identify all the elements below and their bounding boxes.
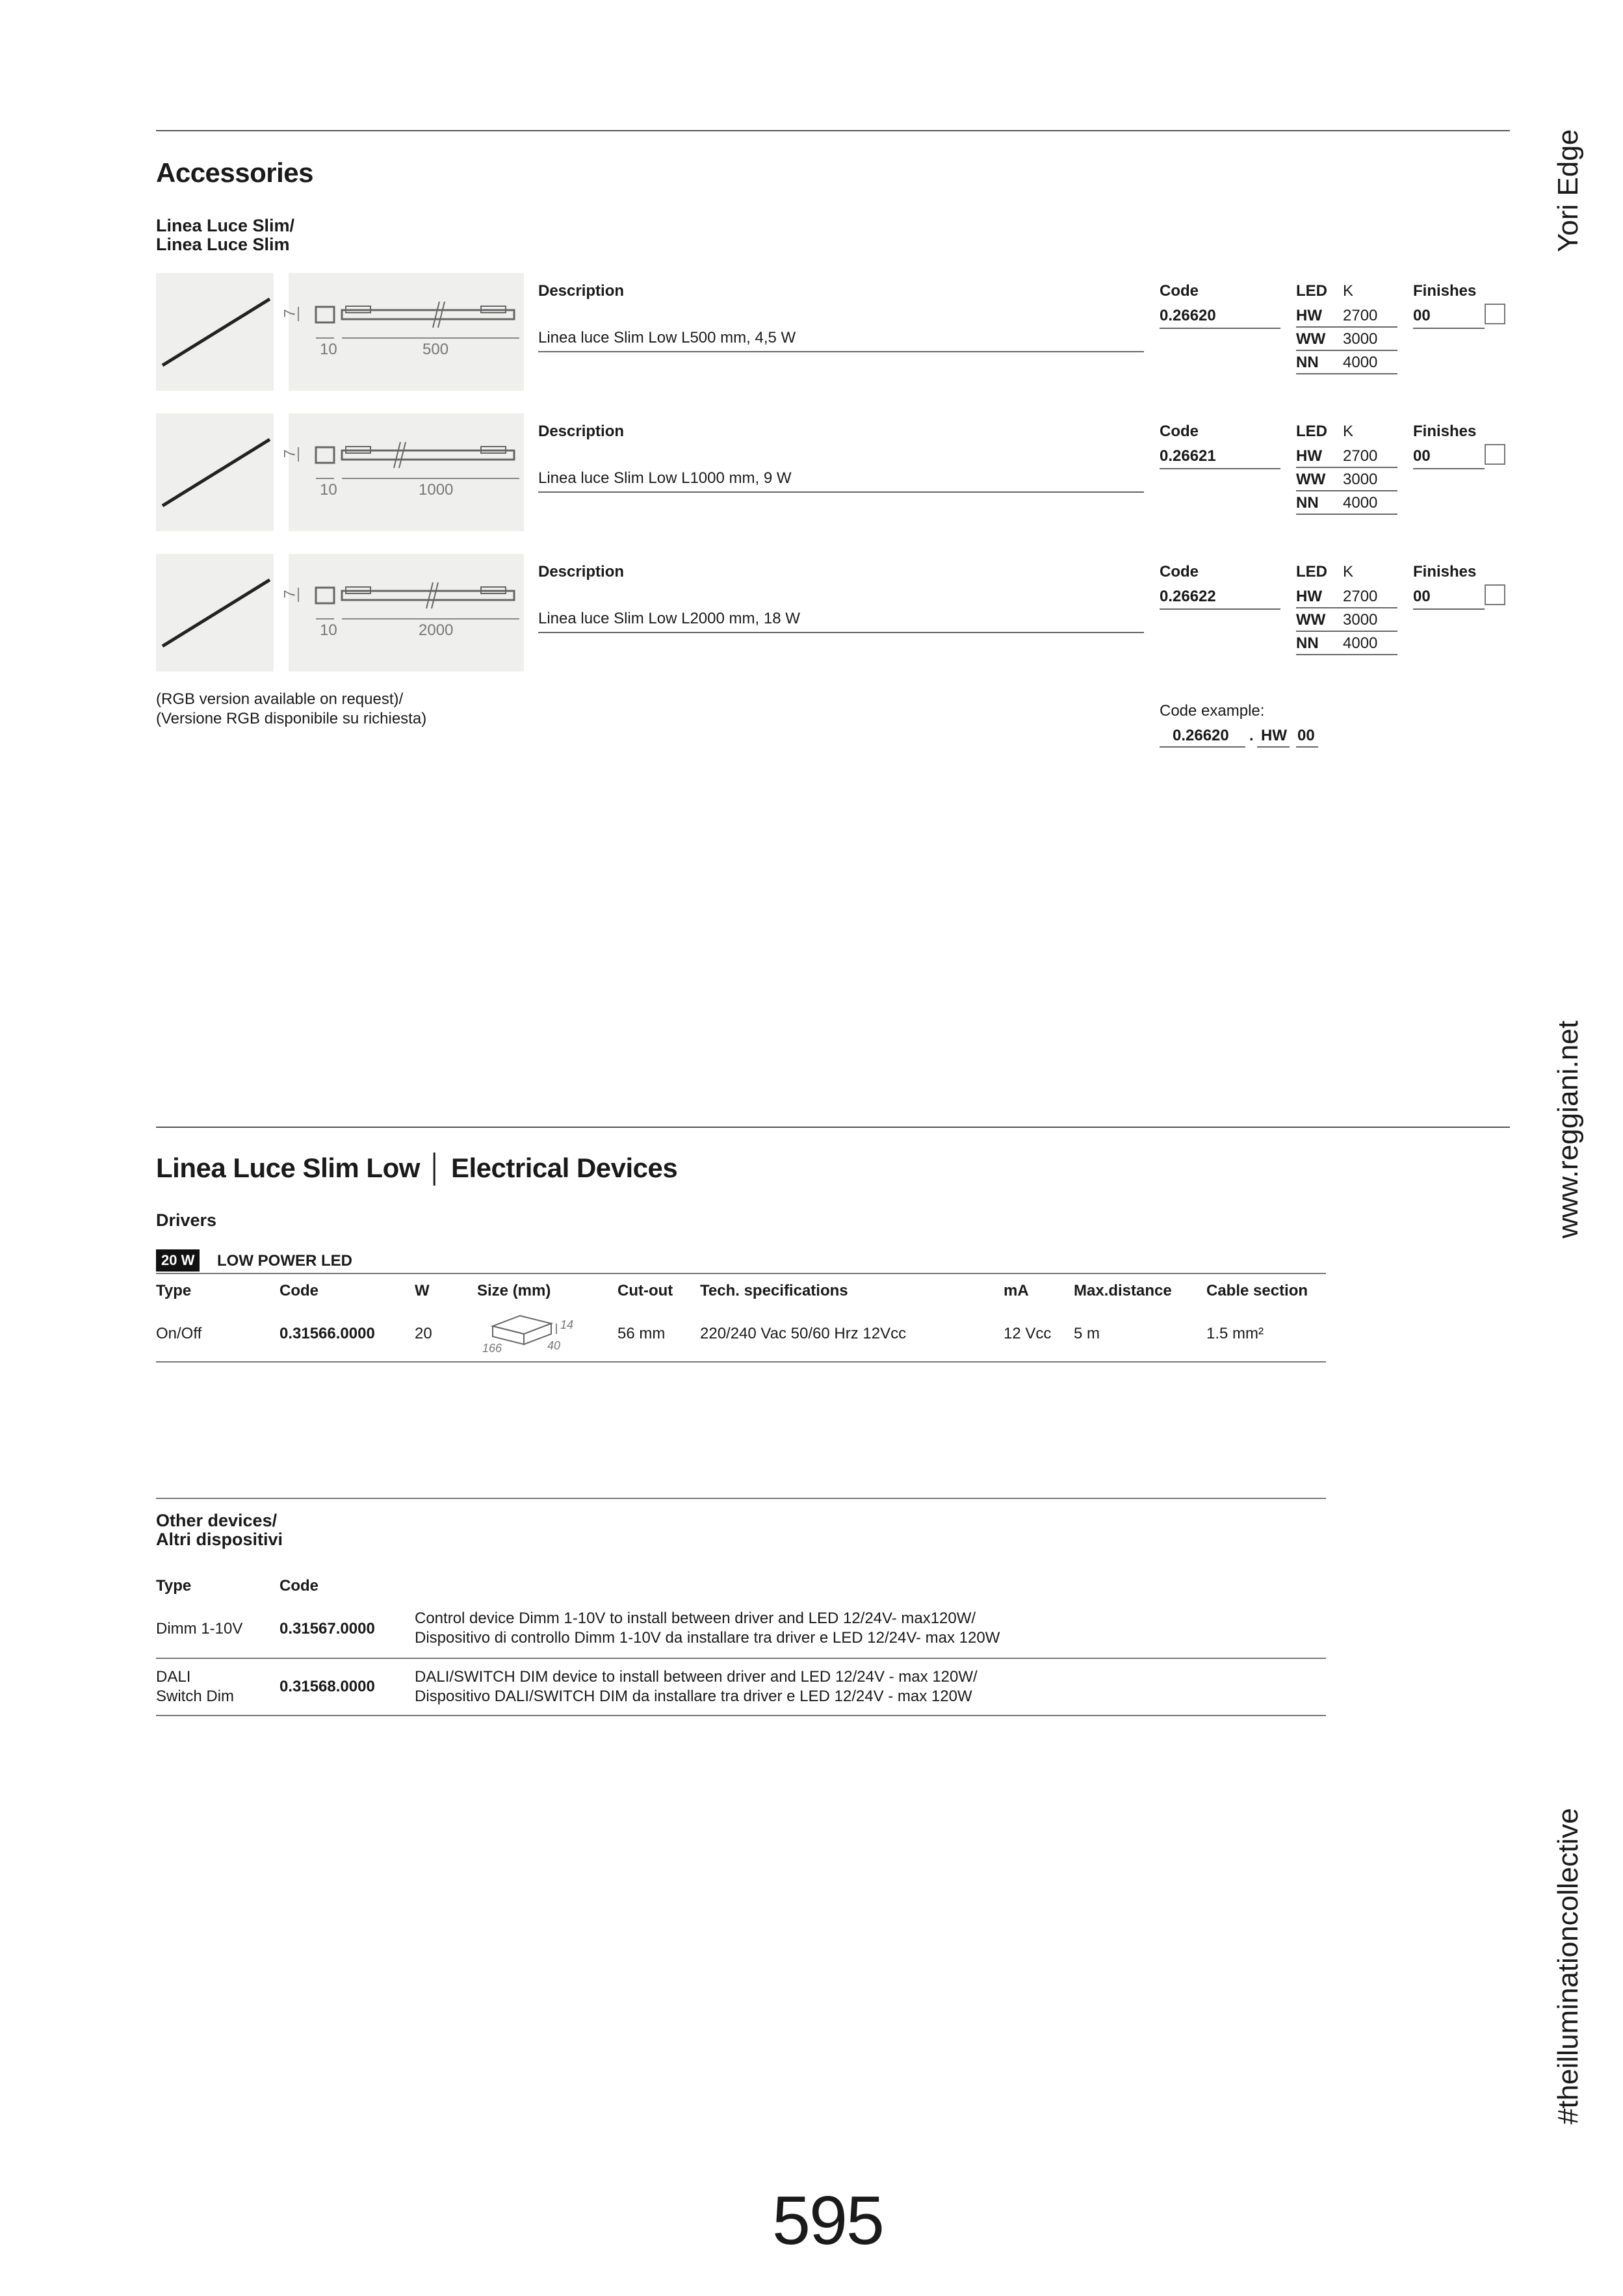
finishes-header: Finishes (1413, 282, 1477, 300)
led-header: LED (1296, 282, 1327, 300)
code-example-finish: 00 (1297, 727, 1315, 744)
led-header: LED (1296, 423, 1327, 440)
item-code: 0.26622 (1160, 588, 1216, 605)
code-rule (1160, 608, 1280, 610)
driver-tech: 220/240 Vac 50/60 Hrz 12Vcc (700, 1325, 907, 1342)
dimension-drawing (281, 554, 524, 672)
device-desc-line2: Dispositivo DALI/SWITCH DIM da installare tra driver e LED 12/24V - max 120W (415, 1688, 972, 1705)
led-header: LED (1296, 563, 1327, 581)
col-size: Size (mm) (477, 1282, 551, 1299)
driver-cutout: 56 mm (617, 1325, 666, 1342)
top-rule (156, 130, 1510, 131)
col-cable: Cable section (1206, 1282, 1308, 1299)
led-rule (1296, 467, 1397, 468)
led-code: NN (1296, 494, 1319, 512)
driver-cable: 1.5 mm² (1206, 1325, 1264, 1342)
code-example-rule (1257, 746, 1290, 748)
finish-rule (1413, 608, 1485, 610)
accessories-subtitle-1: Linea Luce Slim/ (156, 216, 295, 235)
other-col-code: Code (279, 1577, 318, 1595)
device-code: 0.31567.0000 (279, 1620, 375, 1637)
led-code: NN (1296, 634, 1319, 652)
device-desc-line1: DALI/SWITCH DIM device to install between driver and LED 12/24V - max 120W/ (415, 1668, 978, 1686)
driver-code: 0.31566.0000 (279, 1325, 375, 1342)
code-header: Code (1160, 423, 1199, 440)
accessories-title: Accessories (156, 157, 314, 188)
dim-width: 10 (320, 481, 337, 499)
col-w: W (415, 1282, 430, 1299)
size-h: 14 (560, 1318, 574, 1331)
side-hashtag: #theilluminationcollective (1552, 1808, 1584, 2124)
size-l: 166 (482, 1342, 502, 1355)
led-kelvin: 2700 (1343, 307, 1378, 324)
k-header: K (1343, 563, 1354, 581)
code-example-rule (1296, 746, 1318, 748)
dim-height: 7 (281, 449, 299, 458)
electrical-title: Linea Luce Slim Low │ Electrical Devices (156, 1153, 678, 1183)
other-title-1: Other devices/ (156, 1511, 278, 1530)
k-header: K (1343, 423, 1354, 440)
other-title-2: Altri dispositivi (156, 1530, 283, 1549)
description-header: Description (538, 423, 625, 440)
size-w: 40 (547, 1339, 561, 1352)
finish-code: 00 (1413, 447, 1431, 465)
finish-swatch (1485, 444, 1505, 465)
finish-code: 00 (1413, 307, 1431, 324)
product-thumbnail (156, 273, 274, 391)
other-bottom-rule (156, 1715, 1326, 1716)
description-rule (538, 632, 1144, 633)
led-rule (1296, 654, 1397, 655)
finish-code: 00 (1413, 588, 1431, 605)
drivers-title: Drivers (156, 1210, 217, 1230)
dim-width: 10 (320, 621, 337, 639)
col-tech: Tech. specifications (700, 1282, 848, 1299)
finishes-header: Finishes (1413, 423, 1477, 440)
dim-height: 7 (281, 309, 299, 318)
power-badge: 20 W (156, 1249, 200, 1272)
item-code: 0.26621 (1160, 447, 1216, 465)
led-code: NN (1296, 354, 1319, 371)
dimension-drawing (281, 413, 524, 531)
product-thumbnail (156, 413, 274, 531)
description-header: Description (538, 282, 625, 300)
driver-maxdist: 5 m (1074, 1325, 1100, 1342)
led-kelvin: 3000 (1343, 611, 1378, 629)
product-thumbnail (156, 554, 274, 672)
col-maxdist: Max.distance (1074, 1282, 1172, 1299)
other-top-rule (156, 1498, 1326, 1499)
col-type: Type (156, 1282, 192, 1299)
item-description: Linea luce Slim Low L1000 mm, 9 W (538, 469, 792, 487)
section-rule (156, 1127, 1510, 1128)
dim-width: 10 (320, 341, 337, 358)
device-desc-line1: Control device Dimm 1-10V to install between driver and LED 12/24V- max120W/ (415, 1610, 976, 1627)
description-header: Description (538, 563, 625, 581)
dim-length: 1000 (419, 481, 454, 499)
code-rule (1160, 328, 1280, 329)
col-code: Code (279, 1282, 318, 1299)
code-rule (1160, 468, 1280, 469)
code-example-dot: . (1249, 727, 1254, 744)
page-number: 595 (772, 2182, 883, 2259)
led-kelvin: 4000 (1343, 354, 1378, 371)
finishes-header: Finishes (1413, 563, 1477, 581)
led-code: WW (1296, 330, 1326, 348)
driver-box-drawing (480, 1307, 577, 1356)
code-header: Code (1160, 563, 1199, 581)
led-rule (1296, 514, 1397, 515)
k-header: K (1343, 282, 1354, 300)
led-code: HW (1296, 307, 1322, 324)
driver-ma: 12 Vcc (1004, 1325, 1052, 1342)
description-rule (538, 351, 1144, 352)
led-kelvin: 3000 (1343, 471, 1378, 488)
led-kelvin: 2700 (1343, 588, 1378, 605)
finish-rule (1413, 328, 1485, 329)
led-code: WW (1296, 471, 1326, 488)
led-rule (1296, 350, 1397, 351)
led-rule (1296, 373, 1397, 374)
code-example-code: 0.26620 (1173, 727, 1229, 744)
driver-type: On/Off (156, 1325, 202, 1342)
led-rule (1296, 490, 1397, 491)
accessories-subtitle-2: Linea Luce Slim (156, 235, 290, 254)
code-example-led: HW (1261, 727, 1287, 744)
side-website: www.reggiani.net (1552, 1020, 1584, 1238)
device-code: 0.31568.0000 (279, 1678, 375, 1695)
rgb-note-line2: (Versione RGB disponibile su richiesta) (156, 710, 427, 727)
driver-header-rule (156, 1273, 1326, 1274)
led-kelvin: 4000 (1343, 494, 1378, 512)
device-type: DALI (156, 1668, 191, 1686)
other-col-type: Type (156, 1577, 192, 1595)
device-desc-line2: Dispositivo di controllo Dimm 1-10V da installare tra driver e LED 12/24V- max 120W (415, 1629, 1000, 1647)
led-rule (1296, 631, 1397, 632)
led-code: HW (1296, 447, 1322, 465)
power-badge-label: LOW POWER LED (217, 1252, 352, 1270)
other-row-rule (156, 1658, 1326, 1659)
driver-bottom-rule (156, 1361, 1326, 1363)
item-description: Linea luce Slim Low L2000 mm, 18 W (538, 610, 800, 627)
item-code: 0.26620 (1160, 307, 1216, 324)
dimension-drawing (281, 273, 524, 391)
finish-swatch (1485, 584, 1505, 605)
side-product-name: Yori Edge (1552, 129, 1584, 252)
dim-length: 2000 (419, 621, 454, 639)
code-header: Code (1160, 282, 1199, 300)
led-rule (1296, 326, 1397, 328)
led-rule (1296, 607, 1397, 608)
led-code: HW (1296, 588, 1322, 605)
led-kelvin: 3000 (1343, 330, 1378, 348)
finish-rule (1413, 468, 1485, 469)
col-ma: mA (1004, 1282, 1029, 1299)
dim-height: 7 (281, 590, 299, 599)
item-description: Linea luce Slim Low L500 mm, 4,5 W (538, 329, 796, 346)
rgb-note-line1: (RGB version available on request)/ (156, 690, 404, 708)
dim-length: 500 (422, 341, 449, 358)
description-rule (538, 491, 1144, 493)
code-example-label: Code example: (1160, 702, 1265, 720)
code-example-rule (1160, 746, 1245, 748)
col-cutout: Cut-out (617, 1282, 673, 1299)
led-kelvin: 4000 (1343, 634, 1378, 652)
finish-swatch (1485, 304, 1505, 324)
led-kelvin: 2700 (1343, 447, 1378, 465)
driver-watt: 20 (415, 1325, 432, 1342)
device-type: Dimm 1-10V (156, 1620, 243, 1637)
device-type-line2: Switch Dim (156, 1688, 235, 1705)
led-code: WW (1296, 611, 1326, 629)
